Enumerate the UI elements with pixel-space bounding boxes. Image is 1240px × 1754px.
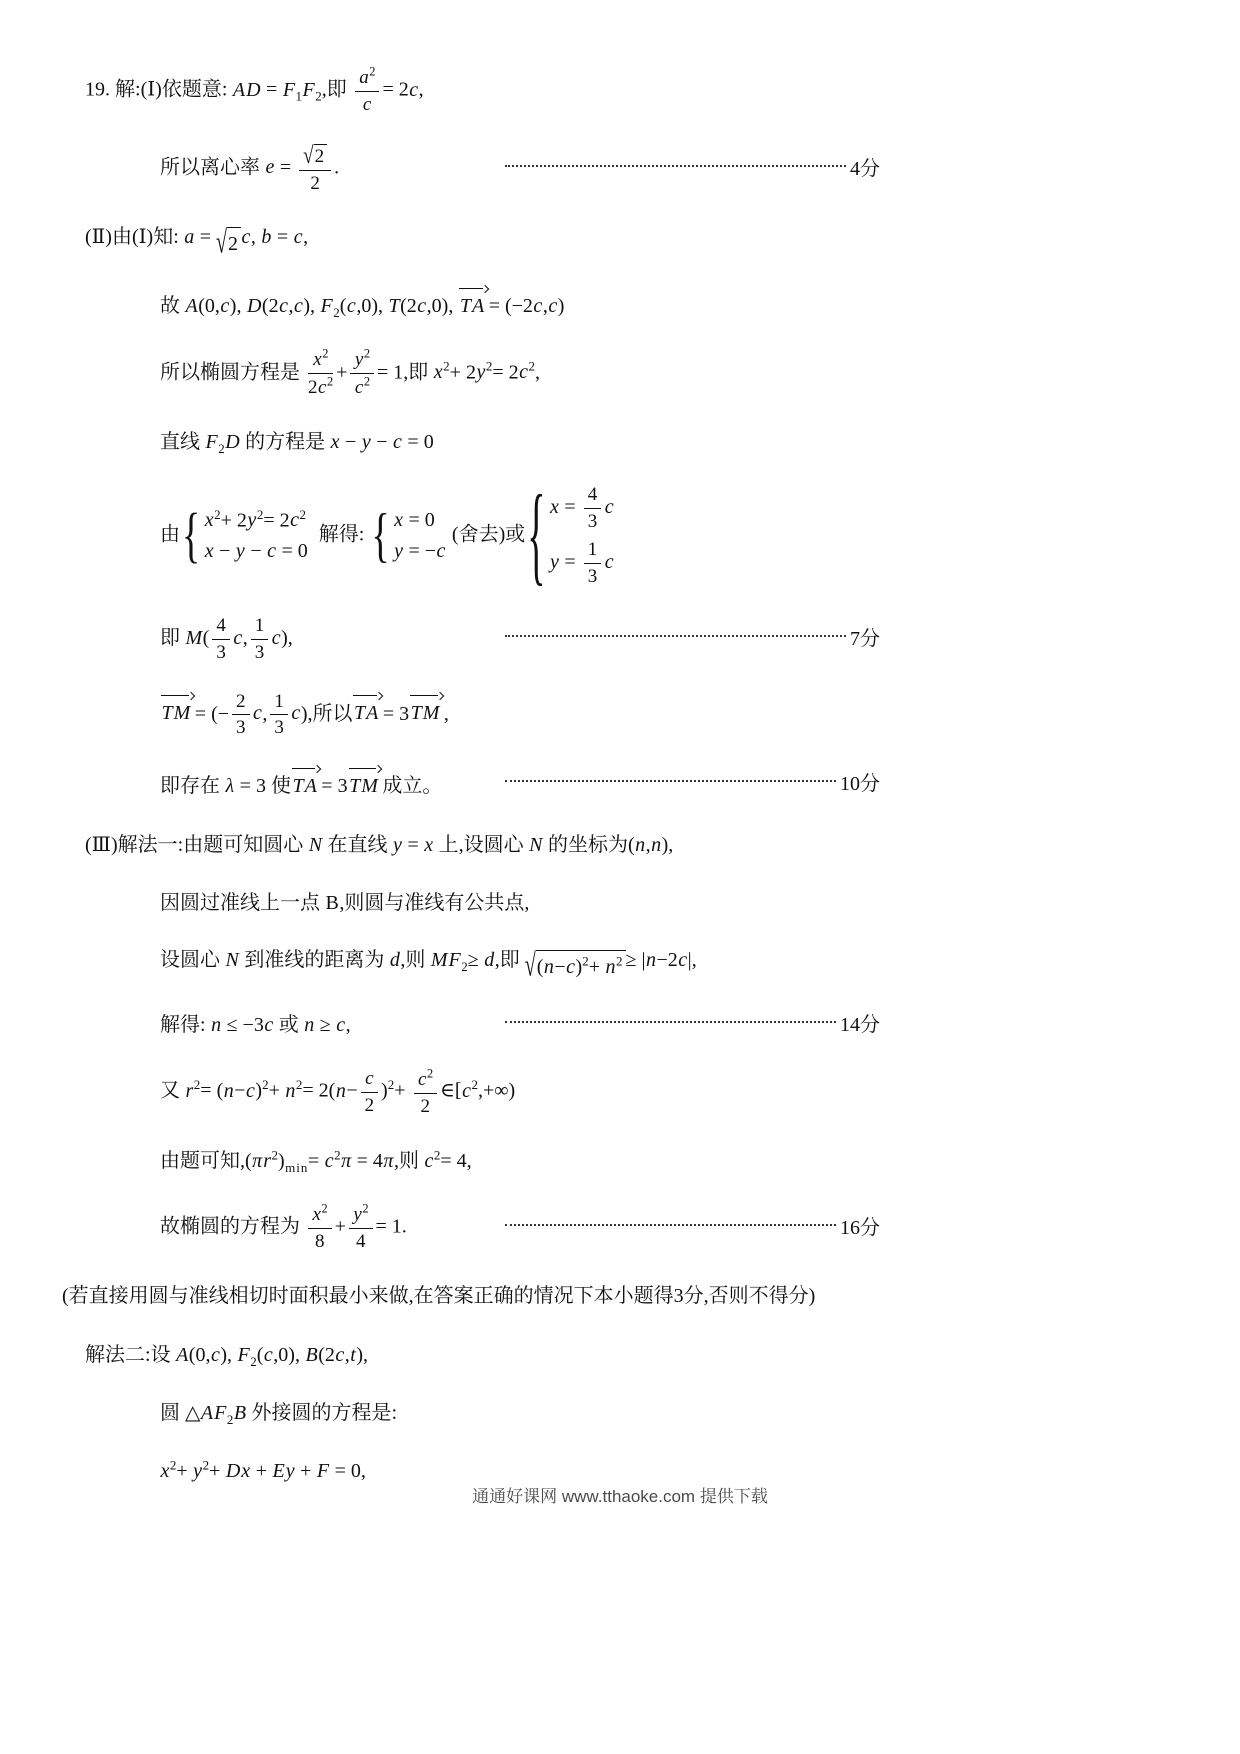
line-content: (若直接用圆与准线相切时面积最小来做,在答案正确的情况下本小题得3分,否则不得分) (62, 1285, 816, 1308)
fraction: $\frac{4}{3}$ (212, 615, 230, 664)
line-content: 由 { $x^2+ 2y^2= 2c^2$ x − y − c = 0 解得: { x = 0 y = −c (舍去)或 { x = $\frac{4}{3}$ c y = $\frac{1}{3}$ c (160, 474, 614, 598)
square-root: √ 2 (216, 227, 241, 259)
solution-line (85, 222, 1240, 259)
solution-line (160, 945, 1240, 982)
line-content: (Ⅱ)由(Ⅰ)知: a = √ 2 c, b = c, (85, 225, 309, 261)
footer (0, 1482, 1240, 1507)
vector-overarrow: TA (458, 286, 488, 321)
vector-overarrow: TA (291, 766, 321, 801)
vector-overarrow: TA (352, 693, 382, 728)
score-label: 16分 (840, 1216, 880, 1239)
line-content: 圆 $\triangle AF_2B$ 外接圆的方程是: (160, 1402, 398, 1428)
fraction: $\frac{c}{2}$ (361, 1068, 378, 1117)
line-content: 19. 解:(Ⅰ)依题意: AD = $F_1F_2$,即 $\frac{a^2}{c}$ = 2c, (85, 65, 424, 116)
solution-line (160, 143, 1240, 195)
solution-line (160, 1144, 1240, 1175)
solution-line (85, 66, 1240, 116)
equation-system: { x = $\frac{4}{3}$ c y = $\frac{1}{3}$ c (527, 474, 614, 598)
vector-overarrow: TM (348, 766, 383, 801)
line-content: 解法二:设 A(0,c), $F_2(c,0)$, B(2c,t), (85, 1343, 368, 1369)
line-content: 故 A(0,c), D(2c,c), $F_2(c,0)$, T(2c,0), TA = (−2c,c) (160, 286, 564, 321)
line-content: 即存在 λ = 3 使TA = 3TM 成立。 (160, 766, 442, 801)
score-label: 10分 (840, 772, 880, 795)
solution-line (85, 1338, 1240, 1369)
line-content: 即 M( $\frac{4}{3}$ c, $\frac{1}{3}$ c), (160, 614, 293, 663)
solution-line (160, 1397, 1240, 1428)
solution-line (160, 887, 1240, 918)
line-content: 故椭圆的方程为 $\frac{x^2}{8}$ + $\frac{y^2}{4}$ = 1. (160, 1201, 407, 1253)
dotted-leader (505, 1224, 836, 1226)
fraction: $\frac{a^2}{c}$ (355, 66, 380, 116)
fraction: $\frac{c^2}{2}$ (414, 1067, 438, 1117)
fraction: $\frac{1}{3}$ (584, 539, 602, 588)
footer-text: 通通好课网 www.tthaoke.com 提供下载 (472, 1487, 768, 1506)
line-content: 所以椭圆方程是 $\frac{x^2}{2c^2}$ + $\frac{y^2}{c^2}$ = 1,即 $x^2+ 2y^2= 2c^2$, (160, 346, 541, 399)
line-content: 所以离心率 e = √ 2 2 . (160, 142, 340, 194)
fraction: $\frac{y^2}{c^2}$ (350, 348, 374, 399)
solution-line (160, 1203, 1240, 1253)
equation-system: { x = 0 y = −c (371, 502, 446, 570)
score-marker (505, 1010, 880, 1040)
line-content: 直线 $F_2D$ 的方程是 x − y − c = 0 (160, 431, 434, 457)
solution-line (160, 766, 1240, 801)
score-label: 7分 (850, 628, 880, 651)
left-brace-icon: { (371, 502, 390, 570)
solution-line (85, 828, 1240, 859)
line-content: 设圆心 N 到准线的距离为 d,则 $MF_2\ge d$,即 √ $(n-c)^2+ n^2$ ≥ |n−2c|, (160, 948, 697, 984)
line-content: 又 $r^2= (n-c)^2+ n^2= 2(n-$ $\frac{c}{2}$ )$^2$+ $\frac{c^2}{2}$ $\in[c^2,+\infty)$ (160, 1066, 516, 1117)
line-content: 解得: n ≤ −3c 或 n ≥ c, (160, 1014, 351, 1037)
solution-line (160, 1009, 1240, 1040)
score-marker (505, 769, 880, 799)
line-content: $x^2+ y^2+ Dx + Ey + F = 0$, (160, 1457, 366, 1483)
line-content: TM = (− $\frac{2}{3}$ c, $\frac{1}{3}$ c),所以TA = 3TM , (161, 690, 449, 739)
radical-sign-icon: √ (216, 225, 228, 261)
score-label: 4分 (850, 157, 880, 180)
fraction: $\frac{y^2}{4}$ (349, 1203, 373, 1253)
fraction: $\frac{2}{3}$ (232, 691, 250, 740)
solution-line (62, 1280, 1240, 1311)
vector-overarrow: TM (409, 693, 444, 728)
solution-line (160, 615, 1240, 664)
fraction: $\frac{1}{3}$ (270, 691, 288, 740)
solution-line (160, 691, 1240, 740)
line-content: 因圆过准线上一点 B,则圆与准线有公共点, (160, 892, 530, 915)
fraction: $\frac{x^2}{8}$ (308, 1203, 332, 1253)
solution-line (160, 426, 1240, 457)
dotted-leader (505, 780, 836, 782)
square-root: √ $(n-c)^2+ n^2$ (525, 950, 626, 982)
fraction: $\frac{x^2}{2c^2}$ (308, 346, 334, 399)
vector-overarrow: TM (160, 693, 195, 728)
score-marker (505, 624, 880, 654)
dotted-leader (505, 1021, 836, 1023)
solution-line (160, 348, 1240, 399)
score-marker (505, 154, 880, 184)
radical-sign-icon: √ (524, 948, 536, 984)
solution-line (160, 474, 1240, 598)
left-brace-icon: { (527, 474, 546, 598)
line-content: 由题可知$,(\pi r^2)_{min}= c^2\pi = 4\pi$,则 $c^2= 4$, (160, 1147, 472, 1175)
left-brace-icon: { (182, 502, 201, 571)
line-content: (Ⅲ)解法一:由题可知圆心 N 在直线 y = x 上,设圆心 N 的坐标为(n,n), (85, 833, 674, 856)
dotted-leader (505, 165, 846, 167)
fraction: $\frac{1}{3}$ (251, 615, 269, 664)
radical-sign-icon: √ (303, 142, 314, 170)
equation-system: { $x^2+ 2y^2= 2c^2$ x − y − c = 0 (182, 502, 308, 571)
solution-line (160, 286, 1240, 321)
score-label: 14分 (840, 1013, 880, 1036)
solution-line (160, 1067, 1240, 1117)
dotted-leader (505, 635, 846, 637)
fraction: $\frac{4}{3}$ (584, 484, 602, 533)
score-marker (505, 1213, 880, 1243)
fraction: √ 2 2 (299, 143, 331, 195)
square-root: √ 2 (303, 144, 327, 168)
